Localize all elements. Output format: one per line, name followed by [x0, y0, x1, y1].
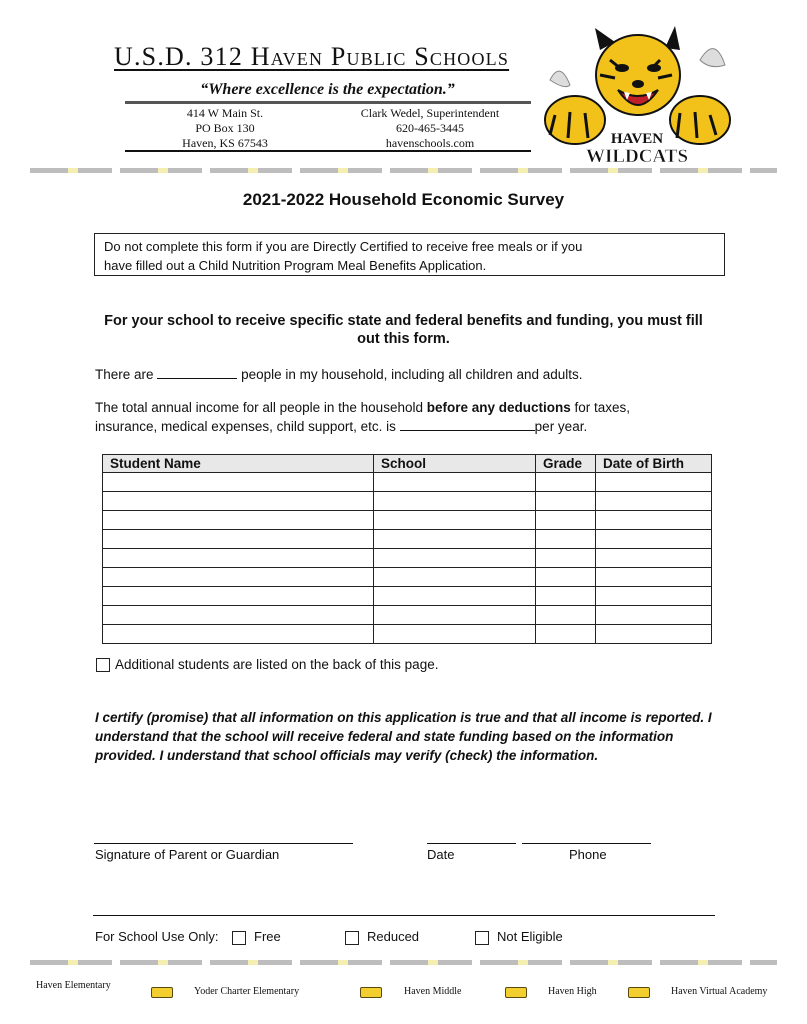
form-title: 2021-2022 Household Economic Survey	[242, 190, 565, 209]
contact-line: 620-465-3445	[396, 121, 464, 135]
reduced-checkbox[interactable]	[345, 931, 359, 945]
wildcat-mini-icon	[505, 987, 527, 998]
school-use-free	[232, 929, 281, 945]
school-cell[interactable]	[374, 625, 536, 644]
header-rule-top	[125, 101, 531, 104]
wildcat-mini-icon	[151, 987, 173, 998]
income-text: for taxes,	[570, 400, 631, 415]
additional-students-label: Additional students are listed on the back of this page.	[115, 657, 439, 672]
student-row	[103, 473, 712, 492]
household-size-line	[95, 366, 583, 382]
grade-cell[interactable]	[536, 568, 596, 587]
student-name-cell[interactable]	[103, 625, 374, 644]
additional-students-checkbox[interactable]	[96, 658, 110, 672]
income-text: per year.	[534, 419, 588, 434]
student-name-cell[interactable]	[103, 473, 374, 492]
date-of-birth-cell[interactable]	[596, 530, 712, 549]
date-of-birth-cell[interactable]	[596, 587, 712, 606]
guardian-signature-label: Signature of Parent or Guardian	[95, 847, 280, 862]
school-cell[interactable]	[374, 606, 536, 625]
student-name-cell[interactable]	[103, 606, 374, 625]
school-cell[interactable]	[374, 530, 536, 549]
income-text: The total annual income for all people in the household	[95, 400, 427, 415]
income-emphasis: before any deductions	[426, 400, 571, 415]
school-cell[interactable]	[374, 511, 536, 530]
date-of-birth-cell[interactable]	[596, 568, 712, 587]
school-use-reduced	[345, 929, 419, 945]
contact-line: Clark Wedel, Superintendent	[360, 106, 500, 120]
school-cell[interactable]	[374, 568, 536, 587]
household-size-field[interactable]	[157, 366, 237, 379]
district-title: U.S.D. 312 Haven Public Schools	[114, 42, 510, 71]
student-name-cell[interactable]	[103, 530, 374, 549]
phone-field[interactable]	[522, 843, 651, 844]
student-row	[103, 606, 712, 625]
school-use-label: For School Use Only:	[95, 929, 219, 944]
student-row	[103, 549, 712, 568]
not-eligible-label: Not Eligible	[497, 929, 563, 944]
free-checkbox[interactable]	[232, 931, 246, 945]
school-use-not-eligible	[475, 929, 563, 945]
household-suffix: people in my household, including all children and adults.	[241, 367, 583, 382]
grade-cell[interactable]	[536, 606, 596, 625]
additional-students-row	[96, 657, 438, 672]
column-header: Grade	[536, 455, 596, 473]
column-header: Date of Birth	[596, 455, 712, 473]
income-statement	[95, 398, 630, 436]
student-name-cell[interactable]	[103, 549, 374, 568]
grade-cell[interactable]	[536, 549, 596, 568]
date-label: Date	[427, 847, 455, 862]
grade-cell[interactable]	[536, 473, 596, 492]
grade-cell[interactable]	[536, 511, 596, 530]
student-row	[103, 625, 712, 644]
footer-school: Haven Middle	[404, 986, 462, 997]
phone-label: Phone	[569, 847, 607, 862]
grade-cell[interactable]	[536, 530, 596, 549]
logo-text-bottom: WILDCATS	[585, 146, 689, 167]
address-line: Haven, KS 67543	[182, 136, 268, 150]
date-of-birth-cell[interactable]	[596, 473, 712, 492]
date-of-birth-cell[interactable]	[596, 511, 712, 530]
wildcat-logo	[540, 20, 780, 170]
notice-line: have filled out a Child Nutrition Program Meal Benefits Application.	[104, 258, 487, 273]
date-field[interactable]	[427, 843, 516, 844]
table-header-row	[103, 455, 712, 473]
student-row	[103, 568, 712, 587]
footer-school: Haven Elementary	[36, 980, 111, 991]
address-line: 414 W Main St.	[186, 106, 264, 120]
school-cell[interactable]	[374, 587, 536, 606]
household-prefix: There are	[95, 367, 154, 382]
grade-cell[interactable]	[536, 587, 596, 606]
contact-line: havenschools.com	[385, 136, 475, 150]
grade-cell[interactable]	[536, 492, 596, 511]
column-header: School	[374, 455, 536, 473]
wildcat-mascot-icon	[545, 26, 730, 144]
date-of-birth-cell[interactable]	[596, 492, 712, 511]
header-rule-bottom	[125, 150, 531, 152]
not-eligible-checkbox[interactable]	[475, 931, 489, 945]
student-row	[103, 492, 712, 511]
date-of-birth-cell[interactable]	[596, 606, 712, 625]
date-of-birth-cell[interactable]	[596, 625, 712, 644]
certification-statement: I certify (promise) that all information on this application is true and that all income is reported. I understand that the school will receive federal and state funding based on the information provided. I understand that school officials may verify (check) the information.	[95, 710, 712, 763]
date-of-birth-cell[interactable]	[596, 549, 712, 568]
school-cell[interactable]	[374, 492, 536, 511]
student-name-cell[interactable]	[103, 492, 374, 511]
free-label: Free	[254, 929, 281, 944]
logo-text-top: HAVEN	[610, 131, 664, 147]
district-contact	[330, 106, 530, 151]
student-name-cell[interactable]	[103, 587, 374, 606]
divider-top	[30, 168, 777, 173]
grade-cell[interactable]	[536, 625, 596, 644]
student-table	[102, 454, 712, 644]
footer-school: Yoder Charter Elementary	[194, 986, 300, 997]
footer-school: Haven High	[548, 986, 597, 997]
student-row	[103, 511, 712, 530]
notice-box	[94, 233, 725, 276]
guardian-signature-field[interactable]	[94, 843, 353, 844]
student-name-cell[interactable]	[103, 511, 374, 530]
column-header: Student Name	[103, 455, 374, 473]
wildcat-mini-icon	[360, 987, 382, 998]
reduced-label: Reduced	[367, 929, 420, 944]
student-row	[103, 587, 712, 606]
address-line: PO Box 130	[195, 121, 255, 135]
divider-bottom	[30, 960, 777, 965]
student-name-cell[interactable]	[103, 568, 374, 587]
notice-line: Do not complete this form if you are Directly Certified to receive free meals or if you	[104, 239, 583, 254]
annual-income-field[interactable]	[400, 418, 535, 431]
funding-statement: For your school to receive specific state and federal benefits and funding, you must fill out this form.	[104, 313, 703, 347]
district-address	[150, 106, 300, 151]
income-text: insurance, medical expenses, child support, etc. is	[95, 419, 396, 434]
student-row	[103, 530, 712, 549]
school-use-divider	[93, 915, 715, 916]
district-motto: “Where excellence is the expectation.”	[200, 81, 455, 98]
school-cell[interactable]	[374, 473, 536, 492]
footer-school: Haven Virtual Academy	[671, 986, 768, 997]
wildcat-mini-icon	[628, 987, 650, 998]
school-cell[interactable]	[374, 549, 536, 568]
